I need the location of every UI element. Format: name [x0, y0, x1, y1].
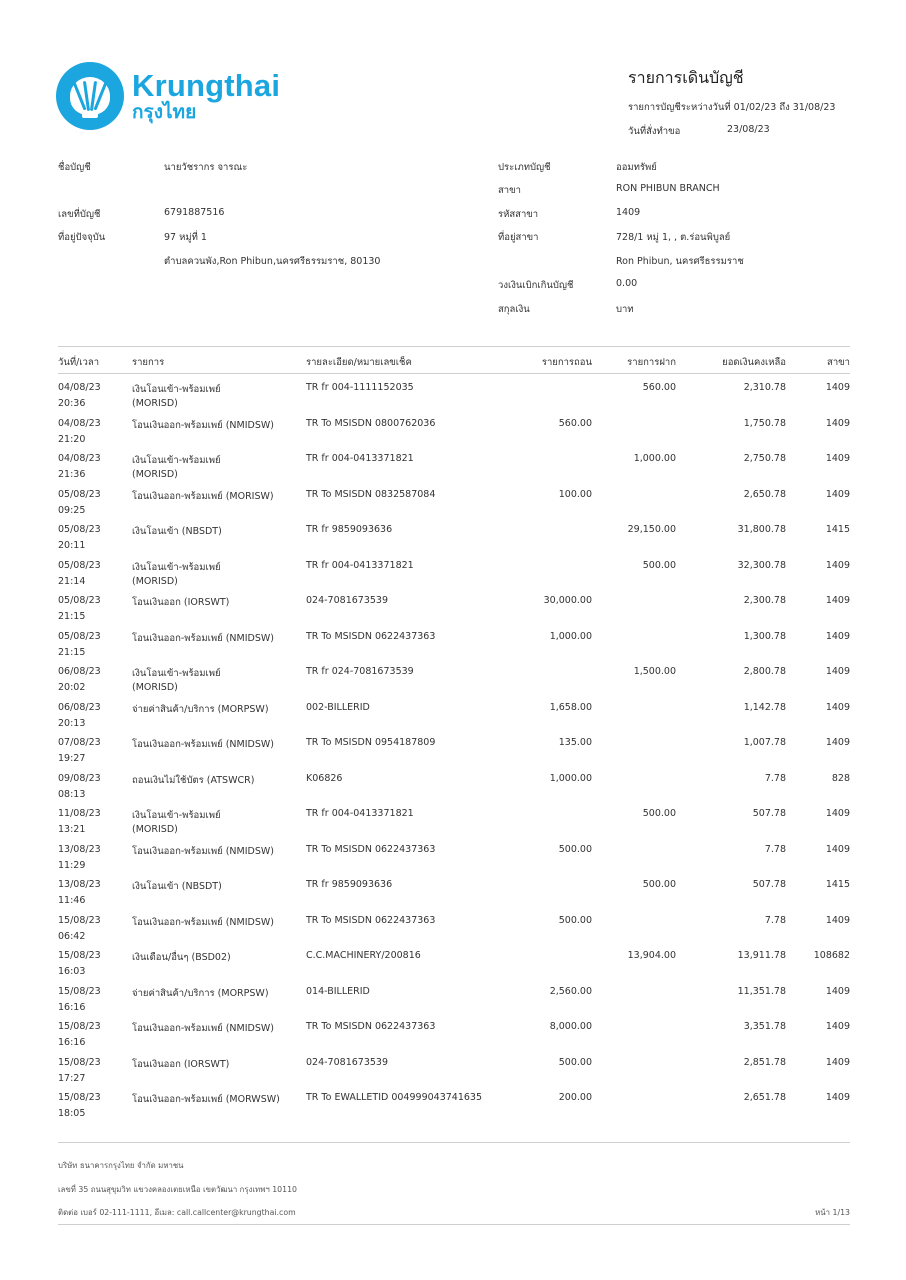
row-balance: 11,351.78: [737, 985, 786, 997]
row-withdraw: 560.00: [558, 417, 592, 429]
row-deposit: 29,150.00: [627, 524, 676, 535]
account-number-label: เลขที่บัญชี: [58, 209, 101, 220]
request-date-label: วันที่สั่งทำขอ: [628, 126, 681, 137]
row-time: 06:42: [58, 930, 86, 942]
row-time: 11:29: [58, 859, 86, 871]
row-withdraw: 1,000.00: [549, 772, 592, 784]
row-balance: 2,650.78: [743, 488, 786, 500]
row-deposit: 1,000.00: [633, 453, 676, 464]
row-branch: 108682: [813, 950, 850, 961]
table-row: [58, 629, 850, 665]
row-date: 07/08/23: [58, 737, 101, 748]
address-line-2: ตำบลควนพัง,Ron Phibun,นครศรีธรรมราช, 80130: [164, 256, 381, 267]
row-detail: TR fr 004-0413371821: [306, 453, 414, 464]
row-time: 20:11: [58, 540, 86, 551]
row-deposit: 500.00: [642, 808, 676, 819]
account-type-value: ออมทรัพย์: [616, 162, 657, 173]
row-date: 05/08/23: [58, 630, 101, 642]
footer-divider-top: [58, 1142, 850, 1143]
table-row: [58, 416, 850, 452]
row-description: โอนเงินออก-พร้อมเพย์ (NMIDSW): [132, 916, 274, 928]
row-branch: 1409: [825, 843, 850, 855]
row-branch: 1409: [825, 666, 850, 677]
krungthai-logo: [56, 62, 280, 130]
col-detail: รายละเอียด/หมายเลขเช็ค: [306, 357, 412, 368]
row-time: 17:27: [58, 1072, 86, 1084]
row-balance: 2,800.78: [743, 666, 786, 677]
row-detail: TR To MSISDN 0832587084: [306, 488, 436, 500]
account-name-label: ชื่อบัญชี: [58, 162, 91, 173]
row-detail: TR fr 004-1111152035: [306, 382, 414, 393]
row-detail: 002-BILLERID: [306, 701, 370, 713]
row-date: 05/08/23: [58, 595, 101, 606]
row-detail: TR fr 004-0413371821: [306, 808, 414, 819]
row-detail: TR To MSISDN 0954187809: [306, 737, 436, 748]
footer-company: บริษัท ธนาคารกรุงไทย จำกัด มหาชน: [58, 1161, 184, 1170]
row-branch: 1409: [825, 737, 850, 748]
col-withdraw: รายการถอน: [541, 357, 592, 368]
statement-period: รายการบัญชีระหว่างวันที่ 01/02/23 ถึง 31/08/23: [628, 102, 836, 113]
row-deposit: 1,500.00: [633, 666, 676, 677]
row-date: 13/08/23: [58, 879, 101, 890]
footer-address: เลขที่ 35 ถนนสุขุมวิท แขวงคลองเตยเหนือ เขตวัฒนา กรุงเทพฯ 10110: [58, 1185, 297, 1194]
row-time: 09:25: [58, 504, 86, 516]
row-deposit: 500.00: [642, 879, 676, 890]
request-date-value: 23/08/23: [727, 124, 770, 135]
row-description: โอนเงินออก-พร้อมเพย์ (NMIDSW): [132, 845, 274, 857]
currency-value: บาท: [616, 304, 634, 315]
row-detail: TR fr 9859093636: [306, 524, 393, 535]
table-row: [58, 380, 850, 416]
row-branch: 828: [831, 772, 850, 784]
row-branch: 1415: [825, 879, 850, 890]
table-row: [58, 842, 850, 878]
row-detail: 024-7081673539: [306, 595, 389, 606]
row-date: 05/08/23: [58, 559, 101, 571]
row-branch: 1409: [825, 595, 850, 606]
account-name-value: นายวัชรากร จารณะ: [164, 162, 248, 173]
row-detail: TR To MSISDN 0800762036: [306, 417, 436, 429]
branch-label: สาขา: [498, 185, 521, 196]
row-detail: C.C.MACHINERY/200816: [306, 950, 421, 961]
row-description-code: (MORISD): [132, 469, 178, 480]
row-description: โอนเงินออก-พร้อมเพย์ (NMIDSW): [132, 1023, 274, 1034]
address-label: ที่อยู่ปัจจุบัน: [58, 232, 106, 243]
col-datetime: วันที่/เวลา: [58, 357, 100, 368]
row-balance: 2,310.78: [743, 382, 786, 393]
row-balance: 2,851.78: [743, 1056, 786, 1068]
transactions-table-body: [58, 380, 850, 1126]
row-balance: 7.78: [764, 914, 786, 926]
address-line-1: 97 หมู่ที่ 1: [164, 232, 207, 243]
row-description: จ่ายค่าสินค้า/บริการ (MORPSW): [132, 703, 269, 715]
statement-title: รายการเดินบัญชี: [628, 68, 744, 87]
row-description: เงินโอนเข้า (NBSDT): [132, 881, 222, 892]
row-description: โอนเงินออก (IORSWT): [132, 597, 230, 608]
row-date: 04/08/23: [58, 453, 101, 464]
row-description: โอนเงินออก-พร้อมเพย์ (MORWSW): [132, 1094, 280, 1105]
row-branch: 1409: [825, 985, 850, 997]
row-time: 20:36: [58, 398, 86, 409]
row-date: 06/08/23: [58, 701, 101, 713]
branch-address-line-1: 728/1 หมู่ 1, , ต.ร่อนพิบูลย์: [616, 232, 731, 243]
row-detail: TR fr 024-7081673539: [306, 666, 414, 677]
row-branch: 1409: [825, 1056, 850, 1068]
row-time: 18:05: [58, 1108, 86, 1119]
row-branch: 1409: [825, 559, 850, 571]
row-time: 16:16: [58, 1001, 86, 1013]
row-date: 04/08/23: [58, 417, 101, 429]
row-deposit: 560.00: [642, 382, 676, 393]
row-branch: 1409: [825, 382, 850, 393]
row-description: โอนเงินออก-พร้อมเพย์ (NMIDSW): [132, 419, 274, 431]
row-withdraw: 1,000.00: [549, 630, 592, 642]
table-row: [58, 984, 850, 1020]
row-date: 05/08/23: [58, 488, 101, 500]
table-row: [58, 664, 850, 700]
row-detail: 024-7081673539: [306, 1056, 389, 1068]
row-detail: 014-BILLERID: [306, 985, 370, 997]
row-branch: 1415: [825, 524, 850, 535]
row-balance: 7.78: [764, 772, 786, 784]
shell-logo-icon: [56, 62, 124, 130]
row-balance: 1,300.78: [743, 630, 786, 642]
row-balance: 3,351.78: [743, 1021, 786, 1032]
table-row: [58, 948, 850, 984]
row-date: 15/08/23: [58, 950, 101, 961]
row-deposit: 13,904.00: [627, 950, 676, 961]
row-branch: 1409: [825, 1021, 850, 1032]
row-balance: 7.78: [764, 843, 786, 855]
row-date: 15/08/23: [58, 914, 101, 926]
col-deposit: รายการฝาก: [627, 357, 676, 368]
logo-name-en: Krungthai: [132, 68, 281, 103]
row-time: 19:27: [58, 753, 86, 764]
row-date: 13/08/23: [58, 843, 101, 855]
row-detail: TR fr 004-0413371821: [306, 559, 414, 571]
table-row: [58, 451, 850, 487]
row-date: 09/08/23: [58, 772, 101, 784]
row-detail: TR fr 9859093636: [306, 879, 393, 890]
row-branch: 1409: [825, 914, 850, 926]
table-row: [58, 1019, 850, 1055]
row-time: 16:03: [58, 966, 86, 977]
row-time: 11:46: [58, 895, 86, 906]
row-balance: 2,651.78: [743, 1092, 786, 1103]
row-withdraw: 8,000.00: [549, 1021, 592, 1032]
row-withdraw: 1,658.00: [549, 701, 592, 713]
row-withdraw: 100.00: [558, 488, 592, 500]
row-description-code: (MORISD): [132, 824, 178, 835]
row-time: 20:02: [58, 682, 86, 693]
transactions-table-header: [58, 346, 850, 374]
row-withdraw: 135.00: [558, 737, 592, 748]
statement-header: [628, 66, 835, 139]
overdraft-value: 0.00: [616, 278, 638, 289]
row-description: เงินโอนเข้า-พร้อมเพย์: [132, 668, 221, 679]
account-type-label: ประเภทบัญชี: [498, 162, 551, 173]
row-time: 13:21: [58, 824, 86, 835]
row-balance: 1,750.78: [743, 417, 786, 429]
row-branch: 1409: [825, 417, 850, 429]
account-number-value: 6791887516: [164, 207, 225, 218]
row-withdraw: 500.00: [558, 843, 592, 855]
row-time: 08:13: [58, 788, 86, 800]
table-row: [58, 593, 850, 629]
col-description: รายการ: [132, 357, 165, 368]
row-detail: TR To MSISDN 0622437363: [306, 630, 436, 642]
row-date: 05/08/23: [58, 524, 101, 535]
row-description-code: (MORISD): [132, 398, 178, 409]
col-branch: สาขา: [827, 357, 850, 368]
row-date: 04/08/23: [58, 382, 101, 393]
row-balance: 507.78: [752, 879, 786, 890]
row-date: 15/08/23: [58, 1021, 101, 1032]
row-branch: 1409: [825, 630, 850, 642]
row-date: 15/08/23: [58, 1092, 101, 1103]
row-balance: 2,300.78: [743, 595, 786, 606]
row-time: 21:20: [58, 433, 86, 445]
row-time: 21:36: [58, 469, 86, 480]
row-description: โอนเงินออก-พร้อมเพย์ (MORISW): [132, 490, 274, 502]
table-row: [58, 735, 850, 771]
footer-contact: ติดต่อ เบอร์ 02-111-1111, อีเมล: call.callcenter@krungthai.com: [58, 1208, 296, 1217]
row-balance: 1,007.78: [743, 737, 786, 748]
row-balance: 13,911.78: [737, 950, 786, 961]
row-balance: 2,750.78: [743, 453, 786, 464]
branch-code-label: รหัสสาขา: [498, 209, 539, 220]
row-branch: 1409: [825, 488, 850, 500]
row-detail: K06826: [306, 772, 343, 784]
row-time: 21:15: [58, 611, 86, 622]
row-branch: 1409: [825, 808, 850, 819]
row-detail: TR To MSISDN 0622437363: [306, 914, 436, 926]
footer-divider-bottom: [58, 1224, 850, 1225]
branch-address-label: ที่อยู่สาขา: [498, 232, 539, 243]
row-branch: 1409: [825, 453, 850, 464]
row-description-code: (MORISD): [132, 682, 178, 693]
row-withdraw: 500.00: [558, 914, 592, 926]
row-deposit: 500.00: [642, 559, 676, 571]
row-description: เงินโอนเข้า-พร้อมเพย์: [132, 455, 221, 466]
table-row: [58, 558, 850, 594]
request-date-line: [628, 124, 835, 139]
col-balance: ยอดเงินคงเหลือ: [722, 357, 786, 368]
row-branch: 1409: [825, 1092, 850, 1103]
table-row: [58, 522, 850, 558]
row-time: 20:13: [58, 717, 86, 729]
currency-label: สกุลเงิน: [498, 304, 530, 315]
row-description: โอนเงินออก-พร้อมเพย์ (NMIDSW): [132, 632, 274, 644]
footer-page-number: หน้า 1/13: [815, 1208, 850, 1217]
row-detail: TR To MSISDN 0622437363: [306, 1021, 436, 1032]
row-description: ถอนเงินไม่ใช้บัตร (ATSWCR): [132, 774, 255, 786]
branch-value: RON PHIBUN BRANCH: [616, 183, 720, 194]
branch-address-line-2: Ron Phibun, นครศรีธรรมราช: [616, 256, 744, 267]
row-description: โอนเงินออก (IORSWT): [132, 1058, 230, 1070]
overdraft-label: วงเงินเบิกเกินบัญชี: [498, 280, 574, 291]
table-row: [58, 700, 850, 736]
row-balance: 507.78: [752, 808, 786, 819]
row-withdraw: 200.00: [558, 1092, 592, 1103]
row-description: เงินโอนเข้า-พร้อมเพย์: [132, 384, 221, 395]
row-date: 15/08/23: [58, 1056, 101, 1068]
row-time: 21:15: [58, 646, 86, 658]
table-row: [58, 1090, 850, 1126]
row-date: 06/08/23: [58, 666, 101, 677]
row-detail: TR To EWALLETID 004999043741635: [306, 1092, 483, 1103]
row-description: เงินโอนเข้า-พร้อมเพย์: [132, 810, 221, 821]
row-withdraw: 2,560.00: [549, 985, 592, 997]
row-description: เงินเดือน/อื่นๆ (BSD02): [132, 952, 231, 963]
row-description: เงินโอนเข้า (NBSDT): [132, 526, 222, 537]
table-row: [58, 913, 850, 949]
row-time: 21:14: [58, 575, 86, 587]
row-description: เงินโอนเข้า-พร้อมเพย์: [132, 561, 221, 573]
table-row: [58, 1055, 850, 1091]
branch-code-value: 1409: [616, 207, 641, 218]
row-balance: 31,800.78: [737, 524, 786, 535]
row-balance: 1,142.78: [743, 701, 786, 713]
table-row: [58, 806, 850, 842]
row-description-code: (MORISD): [132, 575, 178, 587]
row-description: โอนเงินออก-พร้อมเพย์ (NMIDSW): [132, 739, 274, 750]
row-balance: 32,300.78: [737, 559, 786, 571]
row-withdraw: 30,000.00: [543, 595, 592, 606]
table-row: [58, 487, 850, 523]
table-row: [58, 771, 850, 807]
row-date: 15/08/23: [58, 985, 101, 997]
logo-name-th: กรุงไทย: [132, 101, 197, 123]
row-description: จ่ายค่าสินค้า/บริการ (MORPSW): [132, 987, 269, 999]
row-branch: 1409: [825, 701, 850, 713]
row-withdraw: 500.00: [558, 1056, 592, 1068]
table-row: [58, 877, 850, 913]
row-detail: TR To MSISDN 0622437363: [306, 843, 436, 855]
row-date: 11/08/23: [58, 808, 101, 819]
row-time: 16:16: [58, 1037, 86, 1048]
